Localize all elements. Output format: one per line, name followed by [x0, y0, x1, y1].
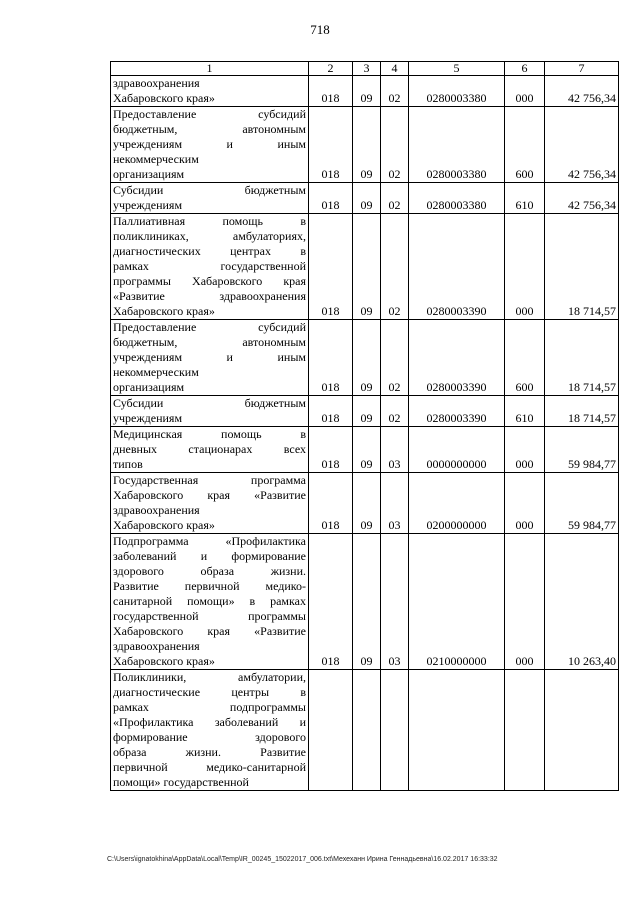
row-name-line: формирование здорового [113, 730, 306, 744]
amount-cell: 59 984,77 [545, 473, 619, 534]
column-header-6: 6 [505, 62, 545, 76]
row-name-line: Предоставление субсидий [113, 320, 306, 334]
row-name-cell [111, 214, 309, 320]
section-code-cell: 09 [353, 183, 381, 214]
row-name-line: образа жизни. Развитие [113, 745, 306, 759]
subsection-code-cell: 02 [381, 76, 409, 107]
row-name-line: учреждениям [113, 198, 183, 212]
row-name-line: Хабаровского края» [113, 91, 215, 105]
row-name-cell [111, 427, 309, 473]
ministry-code-cell: 018 [309, 107, 353, 183]
column-header-4: 4 [381, 62, 409, 76]
row-name-line: Субсидии бюджетным [113, 183, 306, 197]
table-row [111, 396, 619, 427]
expense-type-cell: 000 [505, 427, 545, 473]
file-path-footer: C:\Users\ignatokhina\AppData\Local\Temp\IR_00245_15022017_006.txt\Мехеханн Ирина Геннадьевна\16.02.2017 16:33:32 [107, 856, 498, 863]
row-name-line: помощи» государственной [113, 775, 249, 789]
row-name-cell [111, 320, 309, 396]
subsection-code-cell: 02 [381, 396, 409, 427]
row-name-line: Хабаровского края «Развитие [113, 624, 306, 638]
row-name-line: Государственная программа [113, 473, 306, 487]
row-name-line: диагностических центрах в [113, 244, 306, 258]
row-name-line: «Профилактика заболеваний и [113, 715, 306, 729]
target-article-cell: 0000000000 [409, 427, 505, 473]
row-name-line: заболеваний и формирование [113, 549, 306, 563]
ministry-code-cell: 018 [309, 76, 353, 107]
row-name-line: санитарной помощи» в рамках [113, 594, 306, 608]
section-code-cell: 09 [353, 427, 381, 473]
row-name-line: государственной программы [113, 609, 306, 623]
ministry-code-cell: 018 [309, 214, 353, 320]
row-name-line: Паллиативная помощь в [113, 214, 306, 228]
row-name-line: «Развитие здравоохранения [113, 289, 306, 303]
row-name-line: Субсидии бюджетным [113, 396, 306, 410]
target-article-cell [409, 670, 505, 791]
expense-type-cell: 000 [505, 76, 545, 107]
amount-cell [545, 670, 619, 791]
subsection-code-cell: 02 [381, 214, 409, 320]
row-name-line: некоммерческим [113, 365, 199, 379]
row-name-line: бюджетным, автономным [113, 122, 306, 136]
subsection-code-cell: 03 [381, 427, 409, 473]
row-name-cell [111, 473, 309, 534]
column-header-7: 7 [545, 62, 619, 76]
section-code-cell: 09 [353, 107, 381, 183]
row-name-line: рамках подпрограммы [113, 700, 306, 714]
row-name-cell [111, 76, 309, 107]
row-name-line: организациям [113, 380, 185, 394]
row-name-line: Хабаровского края» [113, 654, 215, 668]
row-name-line: Хабаровского края» [113, 518, 215, 532]
amount-cell: 42 756,34 [545, 183, 619, 214]
ministry-code-cell [309, 670, 353, 791]
table-row [111, 534, 619, 670]
row-name-line: бюджетным, автономным [113, 335, 306, 349]
expense-type-cell: 600 [505, 320, 545, 396]
row-name-line: Предоставление субсидий [113, 107, 306, 121]
expense-type-cell: 000 [505, 214, 545, 320]
expense-type-cell: 600 [505, 107, 545, 183]
column-header-2: 2 [309, 62, 353, 76]
section-code-cell: 09 [353, 320, 381, 396]
expense-type-cell: 000 [505, 473, 545, 534]
row-name-line: поликлиниках, амбулаториях, [113, 229, 306, 243]
target-article-cell: 0280003380 [409, 107, 505, 183]
table-row [111, 427, 619, 473]
amount-cell: 10 263,40 [545, 534, 619, 670]
target-article-cell: 0200000000 [409, 473, 505, 534]
row-name-line: организациям [113, 167, 185, 181]
target-article-cell: 0280003390 [409, 214, 505, 320]
row-name-cell [111, 534, 309, 670]
row-name-line: Развитие первичной медико- [113, 579, 306, 593]
row-name-line: Хабаровского края» [113, 304, 215, 318]
amount-cell: 59 984,77 [545, 427, 619, 473]
expense-type-cell: 610 [505, 183, 545, 214]
row-name-cell [111, 183, 309, 214]
ministry-code-cell: 018 [309, 183, 353, 214]
section-code-cell: 09 [353, 534, 381, 670]
row-name-cell [111, 670, 309, 791]
ministry-code-cell: 018 [309, 396, 353, 427]
table-row [111, 76, 619, 107]
section-code-cell [353, 670, 381, 791]
expense-type-cell [505, 670, 545, 791]
row-name-cell [111, 396, 309, 427]
row-name-line: Хабаровского края «Развитие [113, 488, 306, 502]
row-name-line: здорового образа жизни. [113, 564, 306, 578]
row-name-line: здравоохранения [113, 76, 200, 90]
row-name-cell [111, 107, 309, 183]
target-article-cell: 0280003390 [409, 320, 505, 396]
row-name-line: некоммерческим [113, 152, 199, 166]
row-name-line: Поликлиники, амбулатории, [113, 670, 306, 684]
page-number: 718 [310, 22, 330, 37]
subsection-code-cell: 02 [381, 183, 409, 214]
row-name-line: типов [113, 457, 143, 471]
ministry-code-cell: 018 [309, 427, 353, 473]
target-article-cell: 0280003380 [409, 183, 505, 214]
amount-cell: 42 756,34 [545, 76, 619, 107]
target-article-cell: 0280003390 [409, 396, 505, 427]
subsection-code-cell [381, 670, 409, 791]
table-row [111, 473, 619, 534]
target-article-cell: 0210000000 [409, 534, 505, 670]
column-header-5: 5 [409, 62, 505, 76]
amount-cell: 18 714,57 [545, 320, 619, 396]
table-row [111, 214, 619, 320]
row-name-line: дневных стационарах всех [113, 442, 306, 456]
row-name-line: здравоохранения [113, 639, 200, 653]
ministry-code-cell: 018 [309, 534, 353, 670]
table-row [111, 670, 619, 791]
section-code-cell: 09 [353, 473, 381, 534]
subsection-code-cell: 02 [381, 107, 409, 183]
subsection-code-cell: 02 [381, 320, 409, 396]
row-name-line: здравоохранения [113, 503, 200, 517]
row-name-line: учреждениям и иным [113, 137, 306, 151]
header-row [111, 62, 619, 76]
row-name-line: первичной медико-санитарной [113, 760, 306, 774]
row-name-line: Подпрограмма «Профилактика [113, 534, 306, 548]
subsection-code-cell: 03 [381, 473, 409, 534]
column-header-1: 1 [111, 62, 309, 76]
section-code-cell: 09 [353, 76, 381, 107]
expense-type-cell: 610 [505, 396, 545, 427]
ministry-code-cell: 018 [309, 320, 353, 396]
row-name-line: учреждениям [113, 411, 183, 425]
table-row [111, 107, 619, 183]
subsection-code-cell: 03 [381, 534, 409, 670]
ministry-code-cell: 018 [309, 473, 353, 534]
amount-cell: 42 756,34 [545, 107, 619, 183]
expense-type-cell: 000 [505, 534, 545, 670]
table-body [111, 76, 619, 791]
amount-cell: 18 714,57 [545, 396, 619, 427]
column-header-3: 3 [353, 62, 381, 76]
amount-cell: 18 714,57 [545, 214, 619, 320]
budget-table [110, 61, 619, 791]
row-name-line: рамках государственной [113, 259, 306, 273]
section-code-cell: 09 [353, 214, 381, 320]
row-name-line: Медицинская помощь в [113, 427, 306, 441]
target-article-cell: 0280003380 [409, 76, 505, 107]
table-row [111, 320, 619, 396]
row-name-line: учреждениям и иным [113, 350, 306, 364]
table-row [111, 183, 619, 214]
row-name-line: диагностические центры в [113, 685, 306, 699]
section-code-cell: 09 [353, 396, 381, 427]
row-name-line: программы Хабаровского края [113, 274, 306, 288]
